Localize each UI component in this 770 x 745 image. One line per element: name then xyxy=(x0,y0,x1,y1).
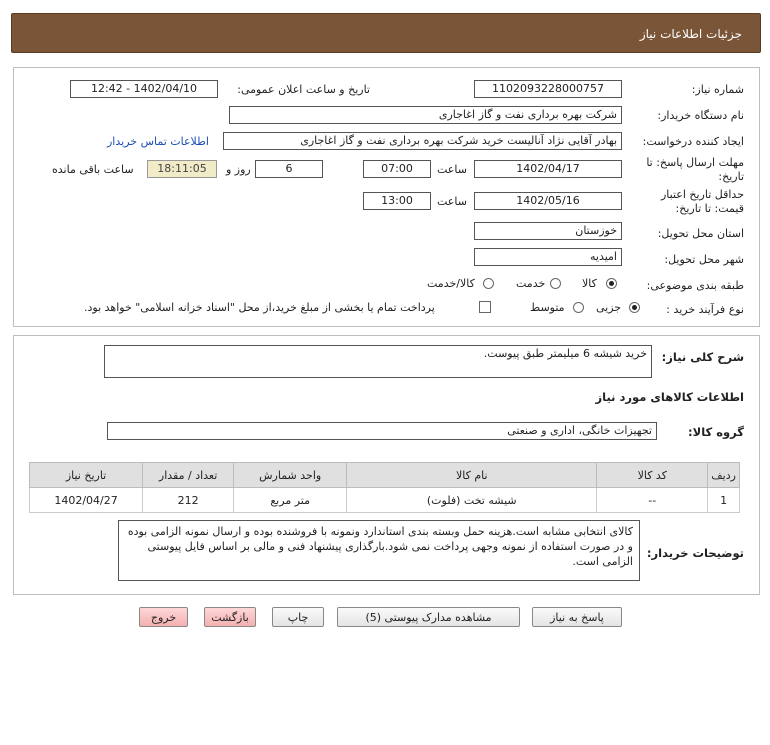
treasury-payment-checkbox[interactable] xyxy=(479,301,491,313)
validity-label-1: حداقل تاریخ اعتبار xyxy=(660,188,744,201)
process-radio-medium[interactable] xyxy=(573,302,584,313)
reply-button[interactable]: پاسخ به نیاز xyxy=(532,607,622,627)
goods-group-field: تجهیزات خانگی، اداری و صنعتی xyxy=(107,422,657,440)
creator-label: ایجاد کننده درخواست: xyxy=(642,135,744,148)
announce-field: 1402/04/10 - 12:42 xyxy=(70,80,218,98)
category-option-service: خدمت xyxy=(516,277,546,290)
deadline-label-1: مهلت ارسال پاسخ: تا xyxy=(646,156,744,169)
goods-table xyxy=(29,462,740,513)
cell-name: شیشه تخت (فلوت) xyxy=(347,488,597,513)
city-label: شهر محل تحویل: xyxy=(664,253,744,266)
city-field: امیدیه xyxy=(474,248,622,266)
col-name: نام کالا xyxy=(347,463,597,488)
remaining-time-label: ساعت باقی مانده xyxy=(52,163,134,176)
back-button[interactable]: بازگشت xyxy=(204,607,256,627)
table-row xyxy=(30,488,740,513)
category-option-goods-service: کالا/خدمت xyxy=(427,277,475,290)
province-label: استان محل تحویل: xyxy=(657,227,744,240)
buyer-org-field: شرکت بهره برداری نفت و گاز اغاجاری xyxy=(229,106,622,124)
process-option-minor: جزیی xyxy=(596,301,622,314)
validity-date-field: 1402/05/16 xyxy=(474,192,622,210)
goods-info-title: اطلاعات کالاهای مورد نیاز xyxy=(595,390,744,404)
col-date: تاریخ نیاز xyxy=(30,463,143,488)
category-radio-goods[interactable] xyxy=(606,278,617,289)
process-option-medium: متوسط xyxy=(530,301,565,314)
view-attachments-button[interactable]: مشاهده مدارک پیوستی (5) xyxy=(337,607,520,627)
deadline-time-field: 07:00 xyxy=(363,160,431,178)
buyer-notes-label: توضیحات خریدار: xyxy=(646,546,744,560)
buyer-org-label: نام دستگاه خریدار: xyxy=(657,109,744,122)
category-label: طبقه بندی موضوعی: xyxy=(646,279,744,292)
creator-field: بهادر آقایی نژاد آنالیست خرید شرکت بهره برداری نفت و گاز اغاجاری xyxy=(223,132,622,150)
need-number-field: 1102093228000757 xyxy=(474,80,622,98)
cell-code: -- xyxy=(597,488,708,513)
col-row: ردیف xyxy=(708,463,740,488)
deadline-date-field: 1402/04/17 xyxy=(474,160,622,178)
description-label: شرح کلی نیاز: xyxy=(661,350,744,364)
process-radio-minor[interactable] xyxy=(629,302,640,313)
col-quantity: تعداد / مقدار xyxy=(143,463,234,488)
goods-group-label: گروه کالا: xyxy=(688,425,744,439)
buyer-notes-field: کالای انتخابی مشابه است.هزینه حمل وبسته بندی استاندارد ونمونه با فروشنده بوده و ارسال نمونه الزامی بوده و در صورت استفاده از نمونه وجهی پرداخت نمی شود.بارگذاری پیشنهاد فنی و مالی بر اساس فایل پیوستی الزامی است. xyxy=(118,520,640,581)
validity-label-2: قیمت: تا تاریخ: xyxy=(675,202,744,215)
deadline-time-label: ساعت xyxy=(437,163,467,176)
table-header-row xyxy=(30,463,740,488)
remaining-time-field: 18:11:05 xyxy=(147,160,217,178)
category-radio-service[interactable] xyxy=(550,278,561,289)
description-field: خرید شیشه 6 میلیمتر طبق پیوست. xyxy=(104,345,652,378)
need-number-label: شماره نیاز: xyxy=(691,83,744,96)
buyer-contact-link[interactable]: اطلاعات تماس خریدار xyxy=(107,135,209,148)
treasury-payment-note: پرداخت تمام یا بخشی از مبلغ خرید،از محل "اسناد خزانه اسلامی" خواهد بود. xyxy=(84,301,435,314)
province-field: خوزستان xyxy=(474,222,622,240)
col-unit: واحد شمارش xyxy=(234,463,347,488)
page-title: جزئیات اطلاعات نیاز xyxy=(639,27,742,41)
cell-date: 1402/04/27 xyxy=(30,488,143,513)
cell-unit: متر مربع xyxy=(234,488,347,513)
cell-quantity: 212 xyxy=(143,488,234,513)
category-radio-goods-service[interactable] xyxy=(483,278,494,289)
col-code: کد کالا xyxy=(597,463,708,488)
validity-time-field: 13:00 xyxy=(363,192,431,210)
category-option-goods: کالا xyxy=(582,277,597,290)
exit-button[interactable]: خروج xyxy=(139,607,188,627)
days-field: 6 xyxy=(255,160,323,178)
days-label: روز و xyxy=(226,163,251,176)
validity-time-label: ساعت xyxy=(437,195,467,208)
print-button[interactable]: چاپ xyxy=(272,607,324,627)
cell-row: 1 xyxy=(708,488,740,513)
deadline-label-2: تاریخ: xyxy=(718,170,744,183)
process-label: نوع فرآیند خرید : xyxy=(666,303,744,316)
page-header xyxy=(11,13,761,53)
announce-label: تاریخ و ساعت اعلان عمومی: xyxy=(237,83,370,96)
